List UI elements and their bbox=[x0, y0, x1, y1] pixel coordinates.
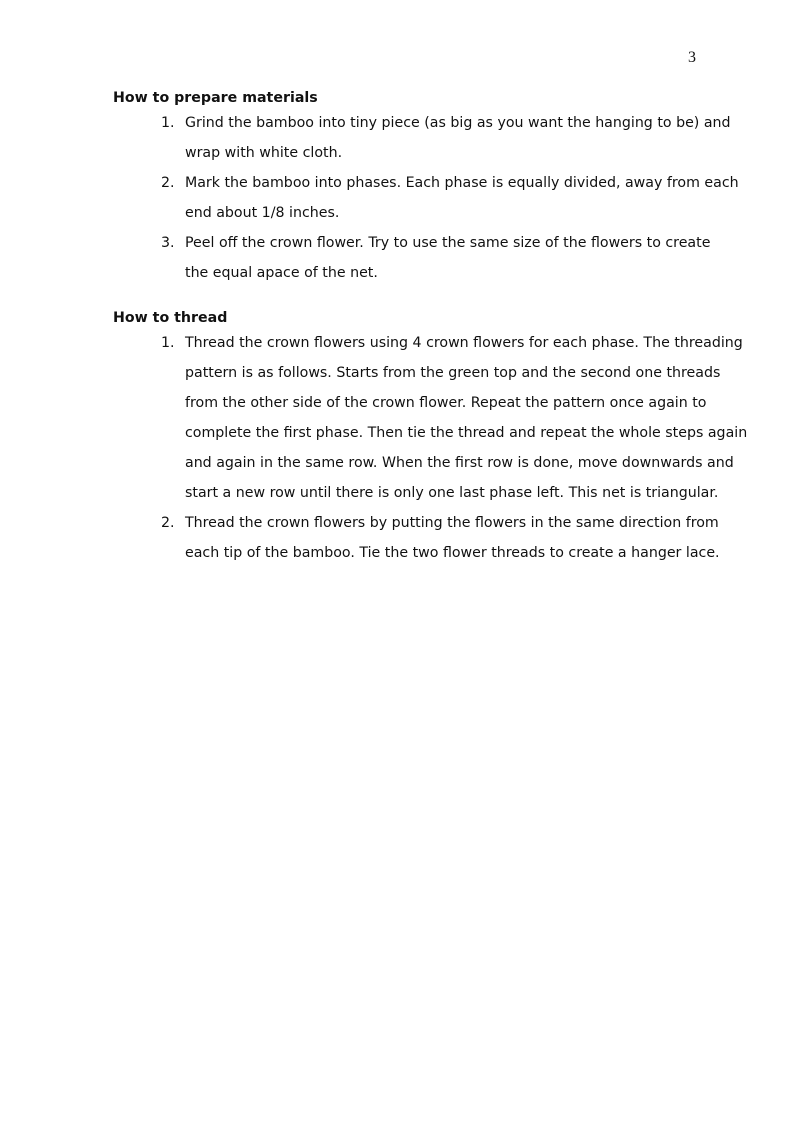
list-item-number: 1. bbox=[161, 335, 175, 351]
list-item bbox=[113, 228, 713, 288]
section-heading: How to thread bbox=[113, 310, 228, 326]
list-item bbox=[113, 168, 739, 228]
numbered-list bbox=[113, 108, 739, 288]
list-item-line: Peel off the crown flower. Try to use the same size of the flowers to create bbox=[185, 235, 711, 251]
list-item-number: 1. bbox=[161, 115, 175, 131]
list-item-line: and again in the same row. When the first row is done, move downwards and bbox=[185, 455, 734, 471]
list-item-number: 3. bbox=[161, 235, 175, 251]
list-item bbox=[113, 508, 720, 568]
section-heading: How to prepare materials bbox=[113, 90, 318, 106]
list-item-line: Grind the bamboo into tiny piece (as big as you want the hanging to be) and bbox=[185, 115, 731, 131]
list-item-line: from the other side of the crown flower. Repeat the pattern once again to bbox=[185, 395, 707, 411]
list-item-line: complete the first phase. Then tie the thread and repeat the whole steps again bbox=[185, 425, 748, 441]
numbered-list bbox=[113, 328, 748, 568]
list-item-line: start a new row until there is only one last phase left. This net is triangular. bbox=[185, 485, 719, 501]
section-prepare-materials bbox=[113, 88, 739, 288]
list-item-line: end about 1/8 inches. bbox=[185, 205, 340, 221]
list-item-line: Thread the crown flowers using 4 crown flowers for each phase. The threading bbox=[185, 335, 743, 351]
page-number: 3 bbox=[688, 49, 696, 66]
list-item bbox=[113, 328, 748, 508]
list-item-number: 2. bbox=[161, 515, 175, 531]
list-item bbox=[113, 108, 731, 168]
list-item-line: wrap with white cloth. bbox=[185, 145, 343, 161]
list-item-line: Thread the crown flowers by putting the flowers in the same direction from bbox=[185, 515, 719, 531]
section-how-to-thread bbox=[113, 308, 748, 568]
list-item-line: pattern is as follows. Starts from the green top and the second one threads bbox=[185, 365, 721, 381]
list-item-line: Mark the bamboo into phases. Each phase is equally divided, away from each bbox=[185, 175, 739, 191]
list-item-line: the equal apace of the net. bbox=[185, 265, 378, 281]
list-item-line: each tip of the bamboo. Tie the two flower threads to create a hanger lace. bbox=[185, 545, 720, 561]
list-item-number: 2. bbox=[161, 175, 175, 191]
